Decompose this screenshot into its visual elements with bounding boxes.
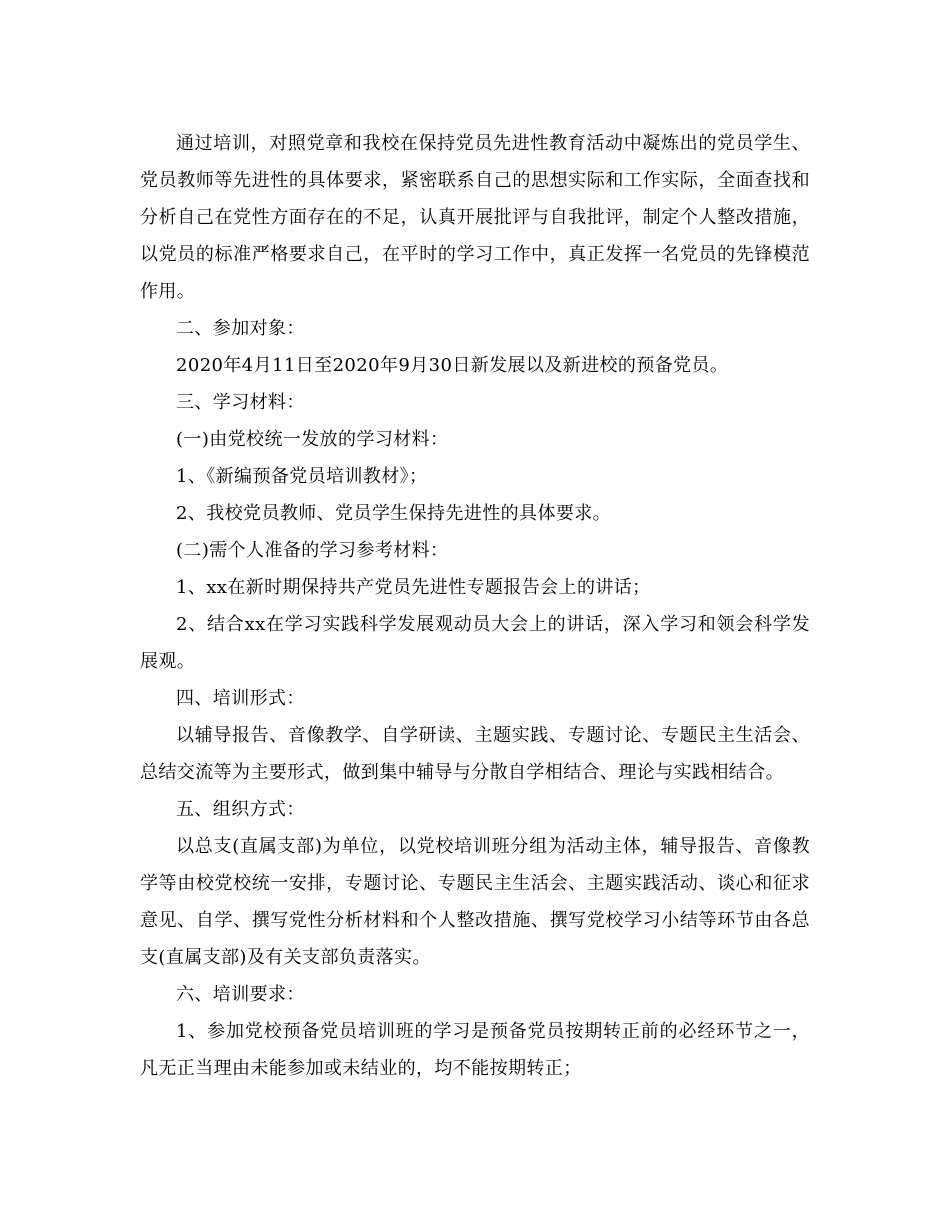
paragraph-participants: 2020年4月11日至2020年9月30日新发展以及新进校的预备党员。 xyxy=(176,355,729,376)
heading-requirements: 六、培训要求： xyxy=(176,984,305,1005)
heading-training-format: 四、培训形式： xyxy=(176,688,305,709)
subheading-distributed-materials: (一)由党校统一发放的学习材料： xyxy=(176,429,449,450)
heading-study-materials: 三、学习材料： xyxy=(176,392,305,413)
paragraph-training-format: 以辅导报告、音像教学、自学研读、主题实践、专题讨论、专题民主生活会、总结交流等为主要形式，做到集中辅导与分散自学相结合、理论与实践相结合。 xyxy=(140,725,810,783)
heading-organization: 五、组织方式： xyxy=(176,799,305,820)
list-item-reference-1: 1、xx在新时期保持共产党员先进性专题报告会上的讲话； xyxy=(176,577,651,598)
list-item-material-2: 2、我校党员教师、党员学生保持先进性的具体要求。 xyxy=(176,503,612,524)
paragraph-organization: 以总支(直属支部)为单位，以党校培训班分组为活动主体，辅导报告、音像教学等由校党校统一安排，专题讨论、专题民主生活会、主题实践活动、谈心和征求意见、自学、撰写党性分析材料和个人整改措施、撰写党校学习小结等环节由各总支(直属支部)及有关支部负责落实。 xyxy=(140,836,810,968)
subheading-reference-materials: (二)需个人准备的学习参考材料： xyxy=(176,540,449,561)
paragraph-training-purpose: 通过培训，对照党章和我校在保持党员先进性教育活动中凝炼出的党员学生、党员教师等先进性的具体要求，紧密联系自己的思想实际和工作实际，全面查找和分析自己在党性方面存在的不足，认真开展批评与自我批评，制定个人整改措施，以党员的标准严格要求自己，在平时的学习工作中，真正发挥一名党员的先锋模范作用。 xyxy=(140,133,810,302)
list-item-material-1: 1、《新编预备党员培训教材》； xyxy=(176,466,428,487)
list-item-requirement-1: 1、参加党校预备党员培训班的学习是预备党员按期转正前的必经环节之一，凡无正当理由未能参加或未结业的，均不能按期转正； xyxy=(140,1021,810,1079)
list-item-reference-2: 2、结合xx在学习实践科学发展观动员大会上的讲话，深入学习和领会科学发展观。 xyxy=(140,614,810,672)
heading-participants: 二、参加对象： xyxy=(176,318,305,339)
document-body xyxy=(140,125,810,1087)
